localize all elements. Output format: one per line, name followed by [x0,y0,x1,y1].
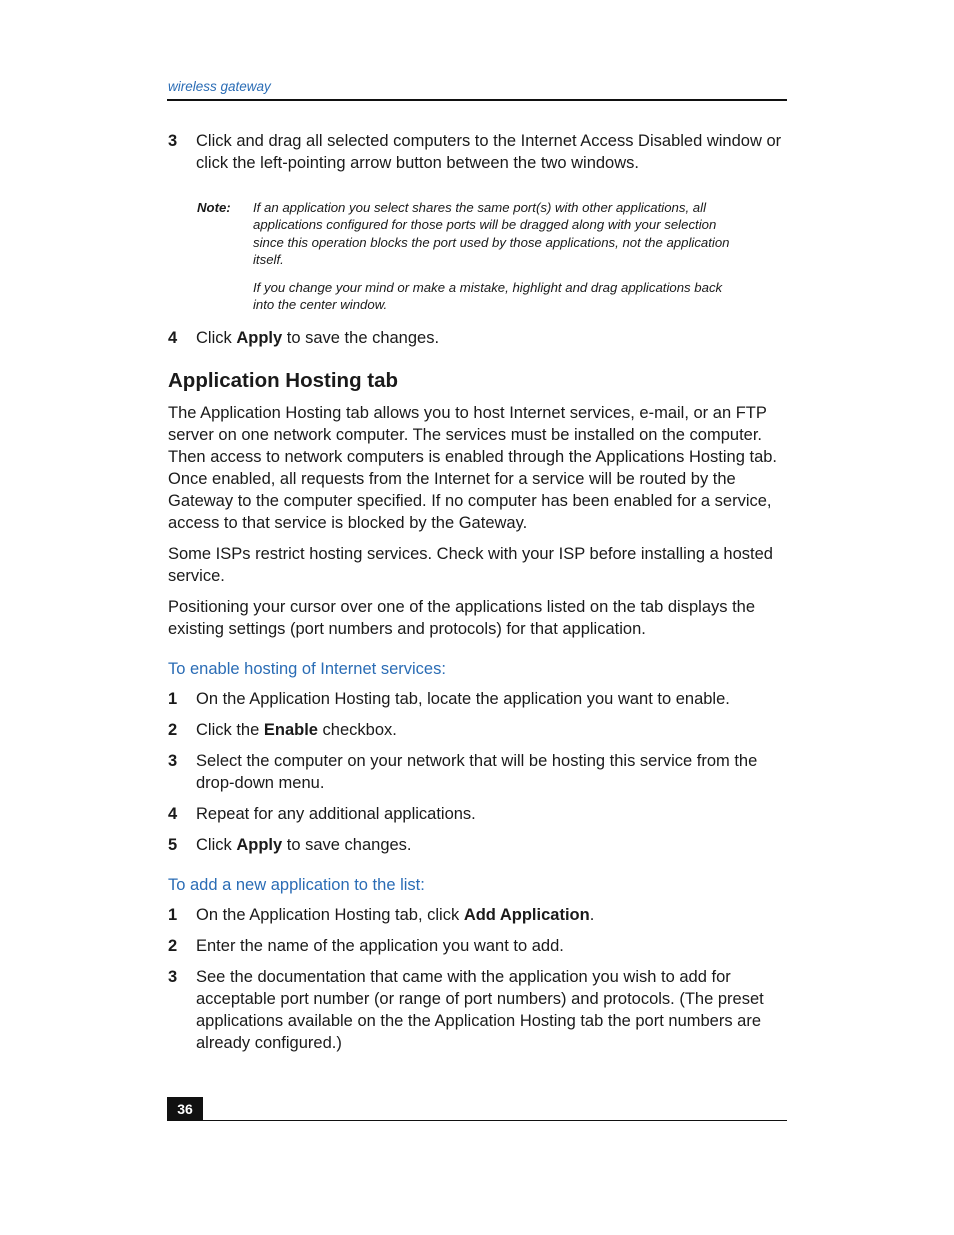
section-paragraph-2: Some ISPs restrict hosting services. Check with your ISP before installing a hosted service. [168,545,773,586]
note-paragraph-1: If an application you select shares the same port(s) with other applications, all applications configured for those ports will be dragged along with your selection since this operation blocks the port used by those applications, not the application itself. [253,200,730,267]
section-paragraph-3: Positioning your cursor over one of the applications listed on the tab displays the existing settings (port numbers and protocols) for that application. [168,598,756,639]
add-application-heading: To add a new application to the list: [168,876,425,895]
add-step-2 [168,935,788,957]
note-paragraph-2: If you change your mind or make a mistake, highlight and drag applications back into the center window. [253,279,723,312]
step-number: 4 [168,329,178,348]
step-text-post: to save changes. [282,836,412,855]
step-text-bold: Add Application [463,906,590,925]
step-text-post: . [589,906,595,925]
enable-step-5 [168,834,788,856]
enable-step-4 [168,803,788,825]
step-text-bold: Apply [236,329,283,348]
section-title: Application Hosting tab [168,369,399,393]
step-text: See the documentation that came with the application you wish to add for acceptable port number (or range of port numbers) and protocols. (The preset applications available on the the Application Hosting tab the port numbers are already configured.) [196,968,764,1053]
step-text: Repeat for any additional applications. [196,805,476,824]
enable-hosting-heading: To enable hosting of Internet services: [168,660,446,679]
step-text: Click and drag all selected computers to the Internet Access Disabled window or click the left-pointing arrow button between the two windows. [196,132,782,172]
page-number: 36 [167,1097,203,1121]
running-header: wireless gateway [168,79,271,94]
step-text-post: to save the changes. [282,329,440,348]
step-text-pre: On the Application Hosting tab, click [196,906,464,925]
header-rule [167,99,787,101]
step-text: On the Application Hosting tab, locate the application you want to enable. [196,690,730,709]
step-text-pre: Click [196,329,237,348]
add-step-3 [168,966,788,1054]
enable-step-2 [168,719,788,741]
step-text: Select the computer on your network that will be hosting this service from the drop-down menu. [196,752,758,793]
note-block [168,199,733,313]
step-number: 3 [168,132,178,150]
enable-step-3 [168,750,788,794]
step-4-click-apply [168,327,788,349]
step-number: 2 [168,721,178,740]
step-text-post: checkbox. [317,721,397,740]
page-content [168,130,788,1063]
step-number: 3 [168,752,178,771]
step-number: 1 [168,690,178,709]
footer-rule [167,1120,787,1121]
step-number: 1 [168,906,178,925]
step-3-drag-computers [168,130,788,174]
step-text-bold: Apply [236,836,283,855]
step-number: 3 [168,968,178,987]
step-number: 2 [168,937,178,956]
section-paragraph-1: The Application Hosting tab allows you to host Internet services, e-mail, or an FTP server on one network computer. The services must be installed on the computer. Then access to network computers is enabled through the Applications Hosting tab. Once enabled, all requests from the Internet for a service will be routed by the Gateway to the computer specified. If no computer has been enabled for a service, access to that service is blocked by the Gateway. [168,404,778,533]
step-number: 5 [168,836,178,855]
step-text-pre: Click [196,836,237,855]
add-step-1 [168,904,788,926]
step-text: Enter the name of the application you want to add. [196,937,564,956]
step-number: 4 [168,805,178,824]
step-text-pre: Click the [196,721,264,740]
note-label: Note: [197,200,231,215]
step-text-bold: Enable [263,721,318,740]
enable-step-1 [168,688,788,710]
